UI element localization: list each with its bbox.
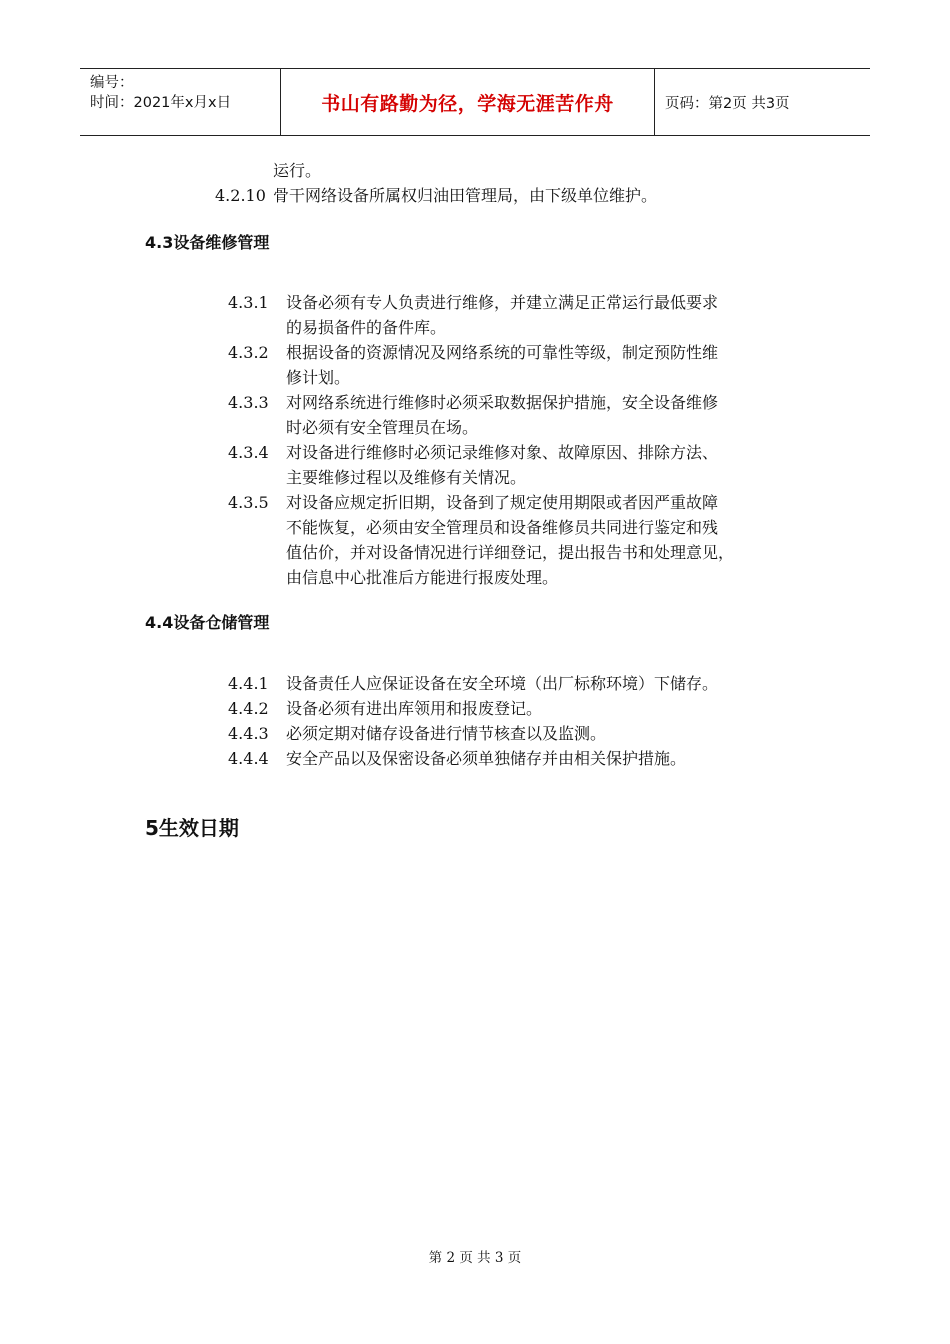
- item-text: 根据设备的资源情况及网络系统的可靠性等级，制定预防性维: [286, 343, 719, 362]
- item-text: 对设备应规定折旧期，设备到了规定使用期限或者因严重故障: [286, 493, 719, 512]
- header-page-cell: [655, 69, 870, 135]
- item-text: 设备必须有专人负责进行维修，并建立满足正常运行最低要求: [286, 293, 719, 312]
- item-text: 不能恢复，必须由安全管理员和设备维修员共同进行鉴定和残: [286, 518, 719, 537]
- item-text: 修计划。: [286, 368, 351, 387]
- motto-text: 书山有路勤为径，学海无涯苦作舟: [321, 92, 614, 115]
- item-text: 设备必须有进出库领用和报废登记。: [286, 699, 543, 718]
- continued-text: 运行。: [273, 161, 322, 180]
- section-heading-4-3: 4.3设备维修管理: [145, 233, 270, 252]
- item-number: 4.4.1: [228, 674, 269, 693]
- header-meta: [80, 69, 281, 135]
- section-heading-5: 5生效日期: [145, 816, 239, 840]
- item-text: 对设备进行维修时必须记录维修对象、故障原因、排除方法、: [286, 443, 719, 462]
- item-number: 4.3.5: [228, 493, 269, 512]
- page-header: [80, 68, 870, 136]
- item-text: 必须定期对储存设备进行情节核查以及监测。: [286, 724, 607, 743]
- page-info: 页码：第2页 共3页: [665, 95, 790, 112]
- item-number: 4.4.2: [228, 699, 269, 718]
- item-text: 设备责任人应保证设备在安全环境（出厂标称环境）下储存。: [286, 674, 719, 693]
- section-heading-4-4: 4.4设备仓储管理: [145, 613, 270, 632]
- item-number: 4.3.3: [228, 393, 269, 412]
- item-number: 4.3.1: [228, 293, 269, 312]
- item-number: 4.3.2: [228, 343, 269, 362]
- item-text: 由信息中心批准后方能进行报废处理。: [286, 568, 559, 587]
- item-text: 安全产品以及保密设备必须单独储存并由相关保护措施。: [286, 749, 687, 768]
- item-number: 4.3.4: [228, 443, 269, 462]
- page-footer: 第 2 页 共 3 页: [428, 1250, 522, 1266]
- item-number: 4.4.4: [228, 749, 269, 768]
- header-motto-cell: [281, 69, 655, 135]
- item-number: 4.2.10: [215, 186, 266, 205]
- time-label: 时间：2021年x月x日: [90, 95, 232, 111]
- item-text: 对网络系统进行维修时必须采取数据保护措施，安全设备维修: [286, 393, 719, 412]
- item-text: 的易损备件的备件库。: [286, 318, 447, 337]
- number-label: 编号：: [90, 75, 134, 91]
- item-text: 时必须有安全管理员在场。: [286, 418, 479, 437]
- item-text: 主要维修过程以及维修有关情况。: [286, 468, 527, 487]
- item-text: 骨干网络设备所属权归油田管理局，由下级单位维护。: [273, 186, 658, 205]
- item-number: 4.4.3: [228, 724, 269, 743]
- item-text: 值估价，并对设备情况进行详细登记，提出报告书和处理意见，: [286, 543, 735, 562]
